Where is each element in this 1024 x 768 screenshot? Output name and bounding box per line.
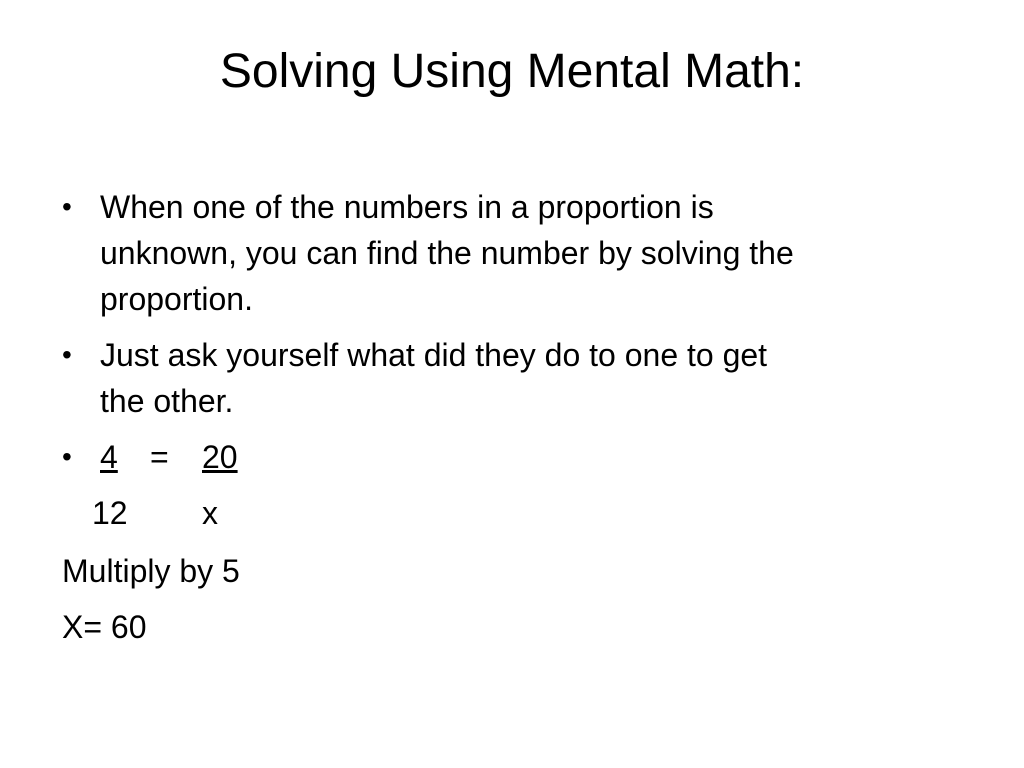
proportion-numerator-left: 4	[100, 439, 118, 475]
proportion-bullet	[62, 434, 972, 480]
bullet-dot: •	[62, 191, 72, 222]
slide-title: Solving Using Mental Math:	[219, 45, 805, 98]
proportion-equals: =	[150, 439, 169, 475]
bullet-text: When one of the numbers in a proportion is unknown, you can find the number by solving the proportion.	[100, 189, 794, 317]
bullet-dot: •	[62, 441, 72, 472]
proportion-numerator-right: 20	[202, 439, 238, 475]
bullet-text: Just ask yourself what did they do to one to get the other.	[100, 337, 768, 419]
answer-text: X= 60	[62, 609, 147, 645]
bullet-item	[62, 332, 972, 424]
proportion-denominator-left: 12	[92, 495, 128, 531]
step-text: Multiply by 5	[62, 553, 240, 589]
bullet-item	[62, 184, 972, 324]
bullet-dot: •	[62, 339, 72, 370]
proportion-denominator-right: x	[202, 495, 218, 531]
